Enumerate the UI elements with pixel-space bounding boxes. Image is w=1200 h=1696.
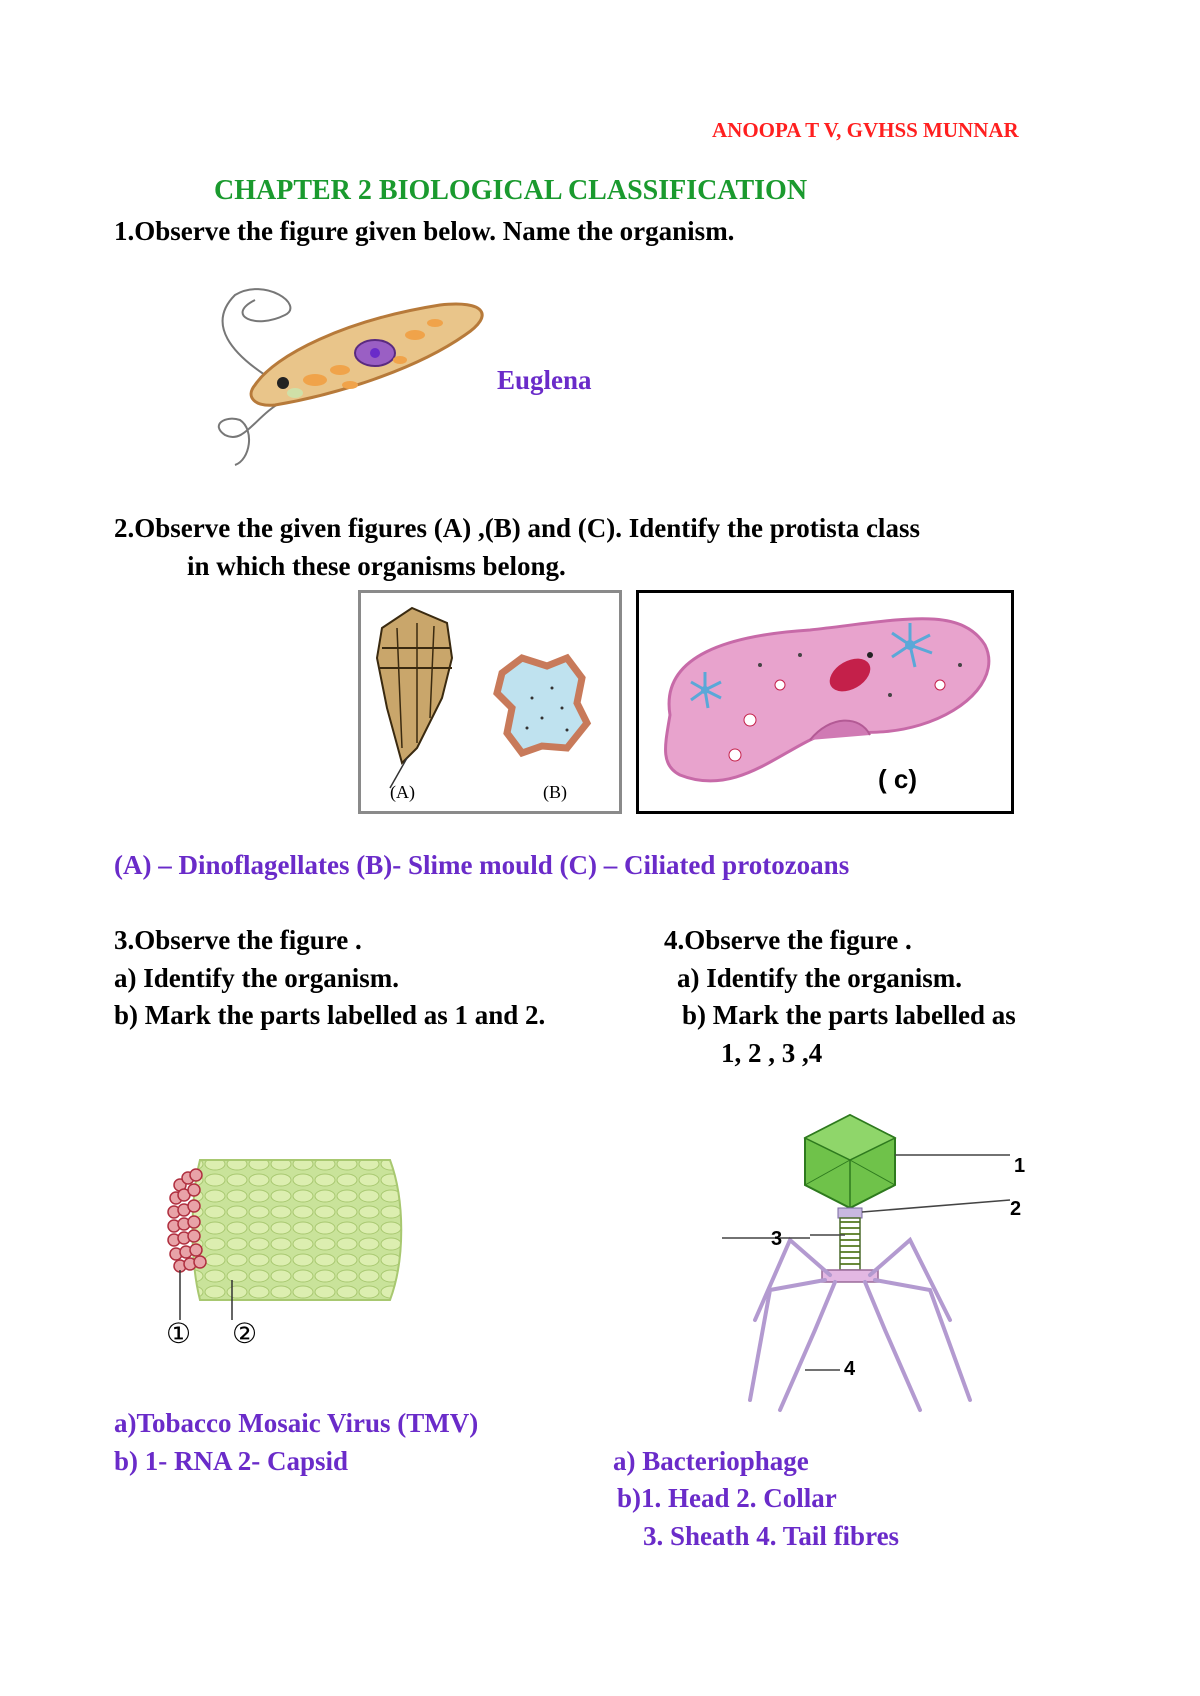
paramecium-figure	[640, 595, 1010, 810]
answer-3a: a)Tobacco Mosaic Virus (TMV)	[114, 1408, 479, 1438]
question-2-line2: in which these organisms belong.	[187, 551, 566, 581]
question-2-line1: 2.Observe the given figures (A) ,(B) and (C). Identify the protista class	[114, 513, 920, 543]
phage-label-4: 4	[844, 1358, 856, 1380]
phage-label-1: 1	[1014, 1155, 1026, 1177]
chapter-title: CHAPTER 2 BIOLOGICAL CLASSIFICATION	[214, 175, 808, 206]
answer-4a: a) Bacteriophage	[613, 1446, 809, 1476]
euglena-figure	[195, 285, 535, 475]
dinoflagellate-slime-mould-figure	[362, 598, 617, 808]
answer-4b1: b)1. Head 2. Collar	[617, 1483, 837, 1513]
tmv-label-2: ②	[232, 1317, 258, 1350]
phage-label-3: 3	[771, 1228, 783, 1250]
question-4-line3: b) Mark the parts labelled as	[682, 1000, 1016, 1030]
question-3-line2: a) Identify the organism.	[114, 963, 399, 993]
author-credit: ANOOPA T V, GVHSS MUNNAR	[712, 118, 1019, 142]
answer-1: Euglena	[497, 365, 592, 395]
question-4-line2: a) Identify the organism.	[677, 963, 962, 993]
figure-label-a: (A)	[390, 782, 415, 802]
phage-label-2: 2	[1010, 1198, 1022, 1220]
answer-3b: b) 1- RNA 2- Capsid	[114, 1446, 349, 1476]
question-3-line3: b) Mark the parts labelled as 1 and 2.	[114, 1000, 546, 1030]
bacteriophage-figure	[760, 1110, 1080, 1420]
figure-label-b: (B)	[543, 782, 567, 802]
tmv-label-1: ①	[166, 1317, 192, 1350]
tmv-figure	[160, 1140, 420, 1330]
answer-2: (A) – Dinoflagellates (B)- Slime mould (C) – Ciliated protozoans	[114, 850, 850, 880]
question-4-line4: 1, 2 , 3 ,4	[721, 1038, 823, 1068]
question-1: 1.Observe the figure given below. Name the organism.	[114, 216, 735, 246]
figure-label-c: ( c)	[878, 764, 917, 794]
question-3-line1: 3.Observe the figure .	[114, 925, 362, 955]
answer-4b2: 3. Sheath 4. Tail fibres	[643, 1521, 900, 1551]
question-4-line1: 4.Observe the figure .	[664, 925, 912, 955]
